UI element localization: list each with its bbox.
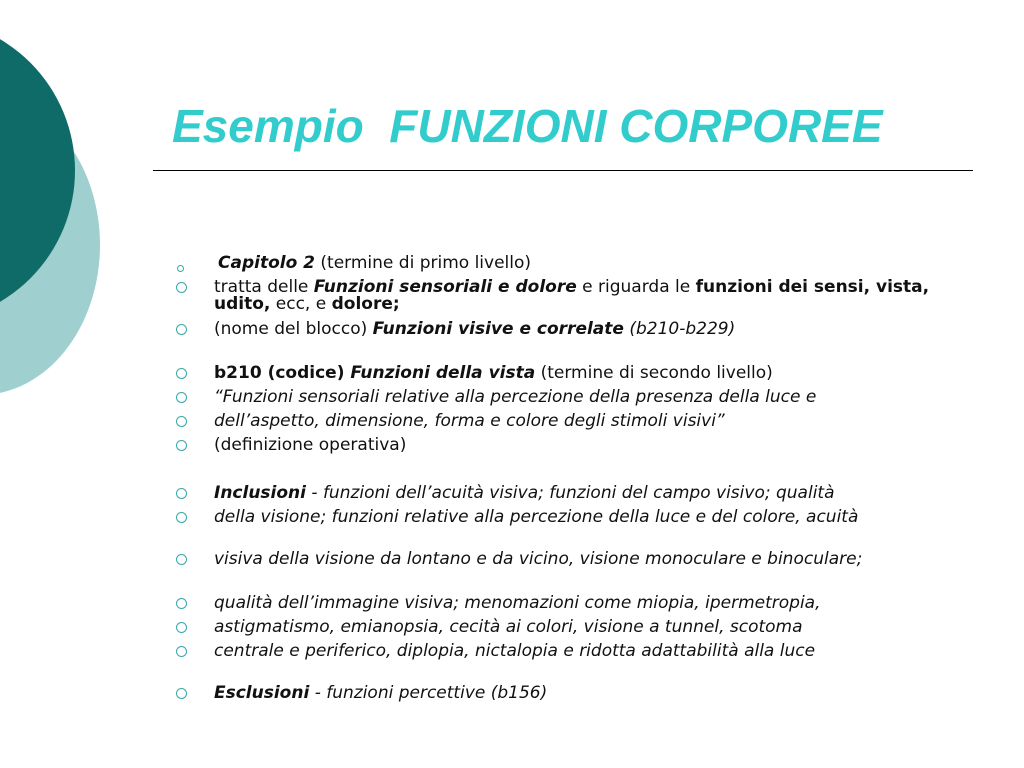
bullet-icon: [176, 688, 187, 699]
list-item: [214, 509, 944, 526]
bullet-icon: [176, 440, 187, 451]
chapter-note: (termine di primo livello): [315, 253, 532, 273]
text: (termine di secondo livello): [535, 363, 773, 383]
bullet-icon: [176, 554, 187, 565]
list-item: [214, 365, 944, 382]
exclusions-label: Esclusioni: [214, 683, 310, 703]
text: Funzioni sensoriali e dolore: [313, 277, 577, 297]
bullet-icon: [177, 265, 184, 272]
text: “Funzioni sensoriali relative alla percezione della presenza della luce e: [214, 387, 817, 407]
text: visiva della visione da lontano e da vicino, visione monoculare e binoculare;: [214, 549, 863, 569]
bullet-icon: [176, 368, 187, 379]
text: - funzioni dell’acuità visiva; funzioni del campo visivo; qualità: [306, 483, 835, 503]
list-item: [214, 595, 944, 612]
text: (definizione operativa): [214, 435, 407, 455]
bullet-icon: [176, 416, 187, 427]
list-item: [214, 413, 944, 430]
list-item: [214, 685, 944, 702]
title-divider: [153, 170, 973, 171]
list-item: [214, 437, 944, 454]
list-item: [214, 279, 944, 313]
text: ecc, e: [270, 294, 332, 314]
text: della visione; funzioni relative alla percezione della luce e del colore, acuità: [214, 507, 859, 527]
slide-title: Esempio FUNZIONI CORPOREE: [172, 100, 883, 152]
text: (nome del blocco): [214, 319, 373, 339]
bullet-icon: [176, 512, 187, 523]
text: dell’aspetto, dimensione, forma e colore degli stimoli visivi”: [214, 411, 725, 431]
bullet-icon: [176, 488, 187, 499]
text: e riguarda le: [576, 277, 696, 297]
text: astigmatismo, emianopsia, cecità ai colori, visione a tunnel, scotoma: [214, 617, 803, 637]
list-item: [214, 619, 944, 636]
list-item: [214, 321, 944, 338]
text: funzioni dei sensi, vista, udito,: [214, 277, 930, 314]
text: - funzioni percettive (b156): [309, 683, 548, 703]
bullet-icon: [176, 646, 187, 657]
text: dolore;: [331, 294, 400, 314]
bullet-icon: [176, 622, 187, 633]
list-item: [218, 255, 948, 272]
chapter-label: Capitolo 2: [218, 253, 316, 273]
inclusions-label: Inclusioni: [214, 483, 306, 503]
text: tratta delle: [214, 277, 314, 297]
text: Funzioni della vista: [350, 363, 536, 383]
list-item: [214, 485, 944, 502]
list-item: [214, 389, 944, 406]
bullet-icon: [176, 392, 187, 403]
text: Funzioni visive e correlate: [372, 319, 624, 339]
bullet-icon: [176, 598, 187, 609]
text: b210 (codice): [214, 363, 351, 383]
list-item: [214, 643, 944, 660]
text: (b210-b229): [623, 319, 736, 339]
text: centrale e periferico, diplopia, nictalopia e ridotta adattabilità alla luce: [214, 641, 816, 661]
bullet-icon: [176, 282, 187, 293]
list-item: [214, 551, 944, 568]
bullet-icon: [176, 324, 187, 335]
text: qualità dell’immagine visiva; menomazioni come miopia, ipermetropia,: [214, 593, 821, 613]
